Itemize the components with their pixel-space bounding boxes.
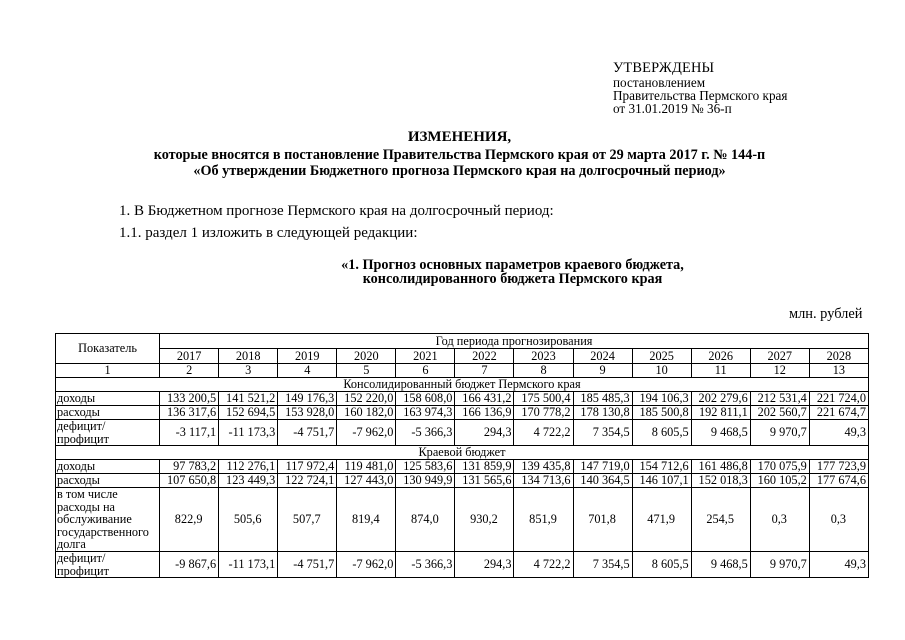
value-cell: 119 481,0 (337, 460, 396, 474)
value-cell: 160 105,2 (750, 474, 809, 488)
value-cell: 141 521,2 (219, 392, 278, 406)
budget-forecast-table (55, 333, 869, 578)
column-number: 3 (219, 364, 278, 378)
column-number: 8 (514, 364, 573, 378)
document-subtitle-2: «Об утверждении Бюджетного прогноза Пермского края на долгосрочный период» (193, 163, 726, 179)
years-row (56, 349, 869, 364)
year-header: 2017 (160, 349, 219, 364)
value-cell: -7 962,0 (337, 552, 396, 578)
value-cell: 194 106,3 (632, 392, 691, 406)
value-cell: 505,6 (219, 488, 278, 552)
value-cell: 136 317,6 (160, 406, 219, 420)
value-cell: 0,3 (750, 488, 809, 552)
column-number: 9 (573, 364, 632, 378)
value-cell: 822,9 (160, 488, 219, 552)
document-heading (0, 129, 905, 179)
year-header: 2026 (691, 349, 750, 364)
table-row (56, 420, 869, 446)
value-cell: 133 200,5 (160, 392, 219, 406)
value-cell: -11 173,1 (219, 552, 278, 578)
table-row (56, 392, 869, 406)
value-cell: 152 694,5 (219, 406, 278, 420)
value-cell: 254,5 (691, 488, 750, 552)
value-cell: 158 608,0 (396, 392, 455, 406)
value-cell: 146 107,1 (632, 474, 691, 488)
value-cell: 130 949,9 (396, 474, 455, 488)
value-cell: 221 674,7 (809, 406, 868, 420)
group-header-row (56, 378, 869, 392)
row-label: в том числе расходы на обслуживание государственного долга (56, 488, 160, 552)
value-cell: 930,2 (455, 488, 514, 552)
year-header: 2018 (219, 349, 278, 364)
value-cell: -11 173,3 (219, 420, 278, 446)
document-subtitle-1: которые вносятся в постановление Правительства Пермского края от 29 марта 2017 г. № 144-п (153, 147, 766, 163)
value-cell: -5 366,3 (396, 420, 455, 446)
group-title: Консолидированный бюджет Пермского края (56, 378, 869, 392)
value-cell: 170 075,9 (750, 460, 809, 474)
table-row (56, 406, 869, 420)
column-number: 10 (632, 364, 691, 378)
column-number: 13 (809, 364, 868, 378)
value-cell: 152 220,0 (337, 392, 396, 406)
year-header: 2020 (337, 349, 396, 364)
value-cell: 149 176,3 (278, 392, 337, 406)
row-label: дефицит/ профицит (56, 552, 160, 578)
year-header: 2024 (573, 349, 632, 364)
paragraph-2: 1.1. раздел 1 изложить в следующей редакции: (119, 225, 418, 241)
approval-block (613, 60, 787, 115)
value-cell: 131 859,9 (455, 460, 514, 474)
value-cell: 212 531,4 (750, 392, 809, 406)
value-cell: 147 719,0 (573, 460, 632, 474)
value-cell: -4 751,7 (278, 420, 337, 446)
value-cell: 202 279,6 (691, 392, 750, 406)
value-cell: 123 449,3 (219, 474, 278, 488)
value-cell: -5 366,3 (396, 552, 455, 578)
value-cell: 49,3 (809, 552, 868, 578)
column-number: 4 (278, 364, 337, 378)
header-forecast-period: Год периода прогнозирования (160, 334, 869, 349)
row-label: доходы (56, 392, 160, 406)
column-number: 7 (455, 364, 514, 378)
value-cell: 9 970,7 (750, 420, 809, 446)
value-cell: 221 724,0 (809, 392, 868, 406)
paragraph-1: 1. В Бюджетном прогнозе Пермского края на долгосрочный период: (119, 203, 554, 219)
column-number: 1 (56, 364, 160, 378)
value-cell: 107 650,8 (160, 474, 219, 488)
group-header-row (56, 446, 869, 460)
row-label: расходы (56, 406, 160, 420)
year-header: 2027 (750, 349, 809, 364)
value-cell: 166 136,9 (455, 406, 514, 420)
value-cell: 134 713,6 (514, 474, 573, 488)
approval-line-2: постановлением (613, 75, 706, 90)
table-row (56, 460, 869, 474)
value-cell: 177 674,6 (809, 474, 868, 488)
column-number: 2 (160, 364, 219, 378)
section-title-line-1: «1. Прогноз основных параметров краевого бюджета, (341, 257, 684, 273)
column-numbers-row (56, 364, 869, 378)
value-cell: 152 018,3 (691, 474, 750, 488)
value-cell: 4 722,2 (514, 420, 573, 446)
value-cell: 117 972,4 (278, 460, 337, 474)
row-label: доходы (56, 460, 160, 474)
value-cell: 185 485,3 (573, 392, 632, 406)
value-cell: 7 354,5 (573, 420, 632, 446)
table-row (56, 552, 869, 578)
value-cell: 9 468,5 (691, 420, 750, 446)
value-cell: 97 783,2 (160, 460, 219, 474)
units-label: млн. рублей (789, 306, 863, 322)
value-cell: 202 560,7 (750, 406, 809, 420)
year-header: 2025 (632, 349, 691, 364)
row-label: расходы (56, 474, 160, 488)
table-body (56, 378, 869, 578)
year-header: 2028 (809, 349, 868, 364)
value-cell: 4 722,2 (514, 552, 573, 578)
value-cell: 166 431,2 (455, 392, 514, 406)
document-title: ИЗМЕНЕНИЯ, (407, 129, 512, 145)
value-cell: 154 712,6 (632, 460, 691, 474)
group-title: Краевой бюджет (56, 446, 869, 460)
value-cell: 8 605,5 (632, 552, 691, 578)
column-number: 6 (396, 364, 455, 378)
value-cell: 192 811,1 (691, 406, 750, 420)
value-cell: 8 605,5 (632, 420, 691, 446)
value-cell: -7 962,0 (337, 420, 396, 446)
approval-line-1: УТВЕРЖДЕНЫ (613, 60, 715, 76)
value-cell: 851,9 (514, 488, 573, 552)
value-cell: 153 928,0 (278, 406, 337, 420)
year-header: 2019 (278, 349, 337, 364)
value-cell: 294,3 (455, 420, 514, 446)
value-cell: 49,3 (809, 420, 868, 446)
value-cell: 0,3 (809, 488, 868, 552)
value-cell: 819,4 (337, 488, 396, 552)
table-row (56, 474, 869, 488)
value-cell: 161 486,8 (691, 460, 750, 474)
value-cell: 163 974,3 (396, 406, 455, 420)
value-cell: 175 500,4 (514, 392, 573, 406)
table-row (56, 488, 869, 552)
value-cell: 9 970,7 (750, 552, 809, 578)
value-cell: 471,9 (632, 488, 691, 552)
value-cell: 874,0 (396, 488, 455, 552)
value-cell: -4 751,7 (278, 552, 337, 578)
value-cell: 294,3 (455, 552, 514, 578)
value-cell: 185 500,8 (632, 406, 691, 420)
column-number: 12 (750, 364, 809, 378)
value-cell: 177 723,9 (809, 460, 868, 474)
section-title-line-2: консолидированного бюджета Пермского края (362, 271, 663, 287)
column-number: 11 (691, 364, 750, 378)
value-cell: 160 182,0 (337, 406, 396, 420)
value-cell: 170 778,2 (514, 406, 573, 420)
approval-line-4: от 31.01.2019 № 36-п (613, 101, 732, 116)
row-label: дефицит/ профицит (56, 420, 160, 446)
value-cell: 701,8 (573, 488, 632, 552)
value-cell: 139 435,8 (514, 460, 573, 474)
value-cell: 112 276,1 (219, 460, 278, 474)
value-cell: 127 443,0 (337, 474, 396, 488)
approval-line-3: Правительства Пермского края (613, 88, 788, 103)
year-header: 2023 (514, 349, 573, 364)
value-cell: -3 117,1 (160, 420, 219, 446)
column-number: 5 (337, 364, 396, 378)
value-cell: 9 468,5 (691, 552, 750, 578)
value-cell: 131 565,6 (455, 474, 514, 488)
value-cell: -9 867,6 (160, 552, 219, 578)
header-indicator: Показатель (56, 334, 160, 364)
value-cell: 140 364,5 (573, 474, 632, 488)
section-title (0, 258, 905, 286)
year-header: 2021 (396, 349, 455, 364)
value-cell: 125 583,6 (396, 460, 455, 474)
year-header: 2022 (455, 349, 514, 364)
value-cell: 7 354,5 (573, 552, 632, 578)
value-cell: 507,7 (278, 488, 337, 552)
value-cell: 122 724,1 (278, 474, 337, 488)
value-cell: 178 130,8 (573, 406, 632, 420)
